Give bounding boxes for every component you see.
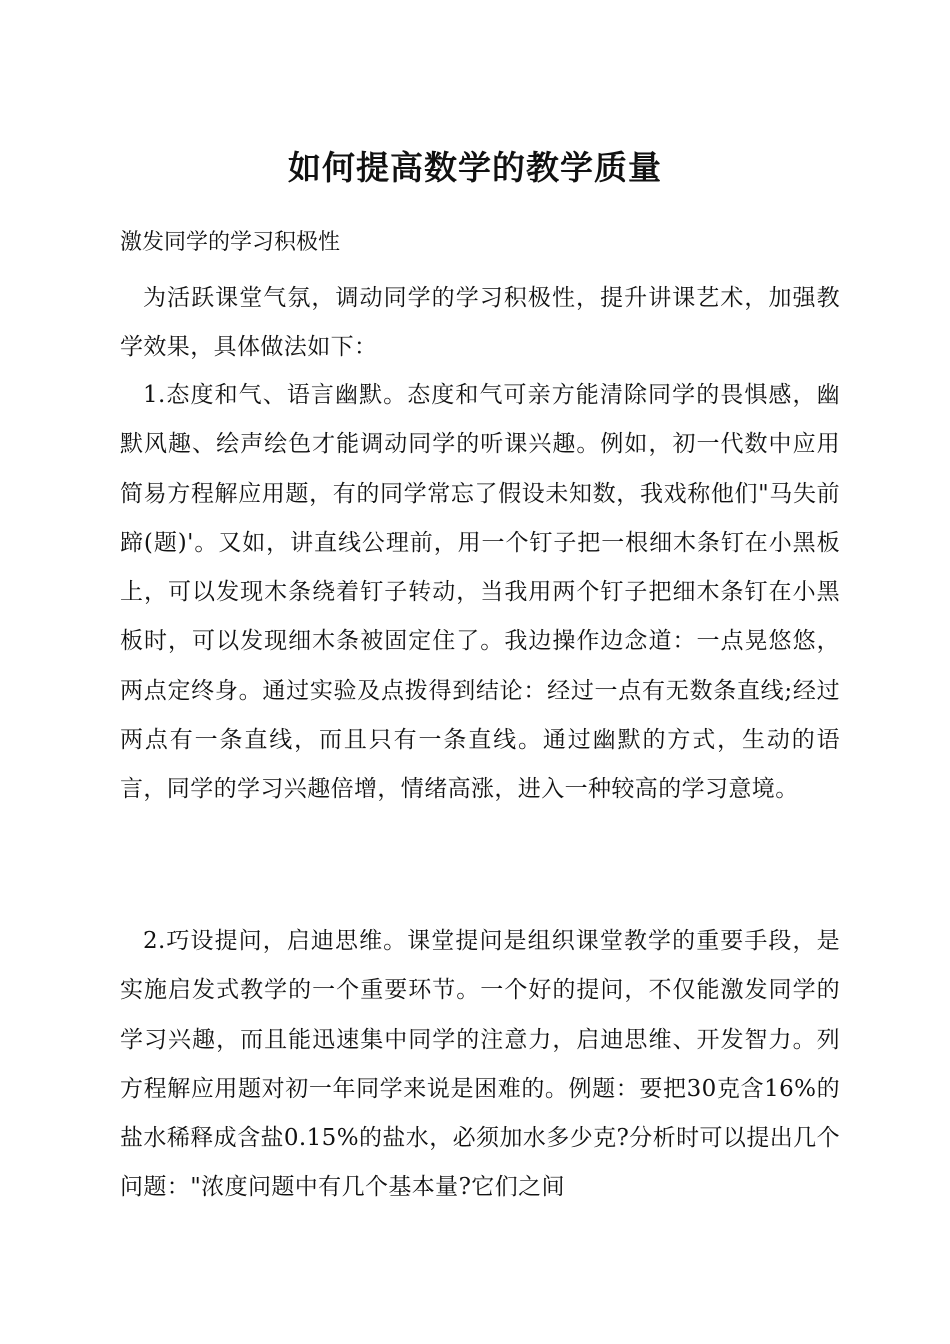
paragraph-item-1: 1.态度和气、语言幽默。态度和气可亲方能清除同学的畏惧感，幽默风趣、绘声绘色才能调动同学的听课兴趣。例如，初一代数中应用简易方程解应用题，有的同学常忘了假设未知数，我戏称他们"马失前蹄(题)'。又如，讲直线公理前，用一个钉子把一根细木条钉在小黑板上，可以发现木条绕着钉子转动，当我用两个钉子把细木条钉在小黑板时，可以发现细木条被固定住了。我边操作边念道：一点晃悠悠，两点定终身。通过实验及点拨得到结论：经过一点有无数条直线;经过两点有一条直线，而且只有一条直线。通过幽默的方式，生动的语言，同学的学习兴趣倍增，情绪高涨，进入一种较高的学习意境。	[120, 382, 840, 803]
intro-paragraph: 为活跃课堂气氛，调动同学的学习积极性，提升讲课艺术，加强教学效果，具体做法如下：	[120, 285, 840, 361]
paragraph-item-2: 2.巧设提问，启迪思维。课堂提问是组织课堂教学的重要手段，是实施启发式教学的一个重要环节。一个好的提问，不仅能激发同学的学习兴趣，而且能迅速集中同学的注意力，启迪思维、开发智力。列方程解应用题对初一年同学来说是困难的。例题：要把30克含16%的盐水稀释成含盐0.15%的盐水，必须加水多少克?分析时可以提出几个问题："浓度问题中有几个基本量?它们之间	[120, 928, 840, 1201]
section-heading: 激发同学的学习积极性	[120, 230, 341, 255]
document-title: 如何提高数学的教学质量	[288, 148, 662, 187]
